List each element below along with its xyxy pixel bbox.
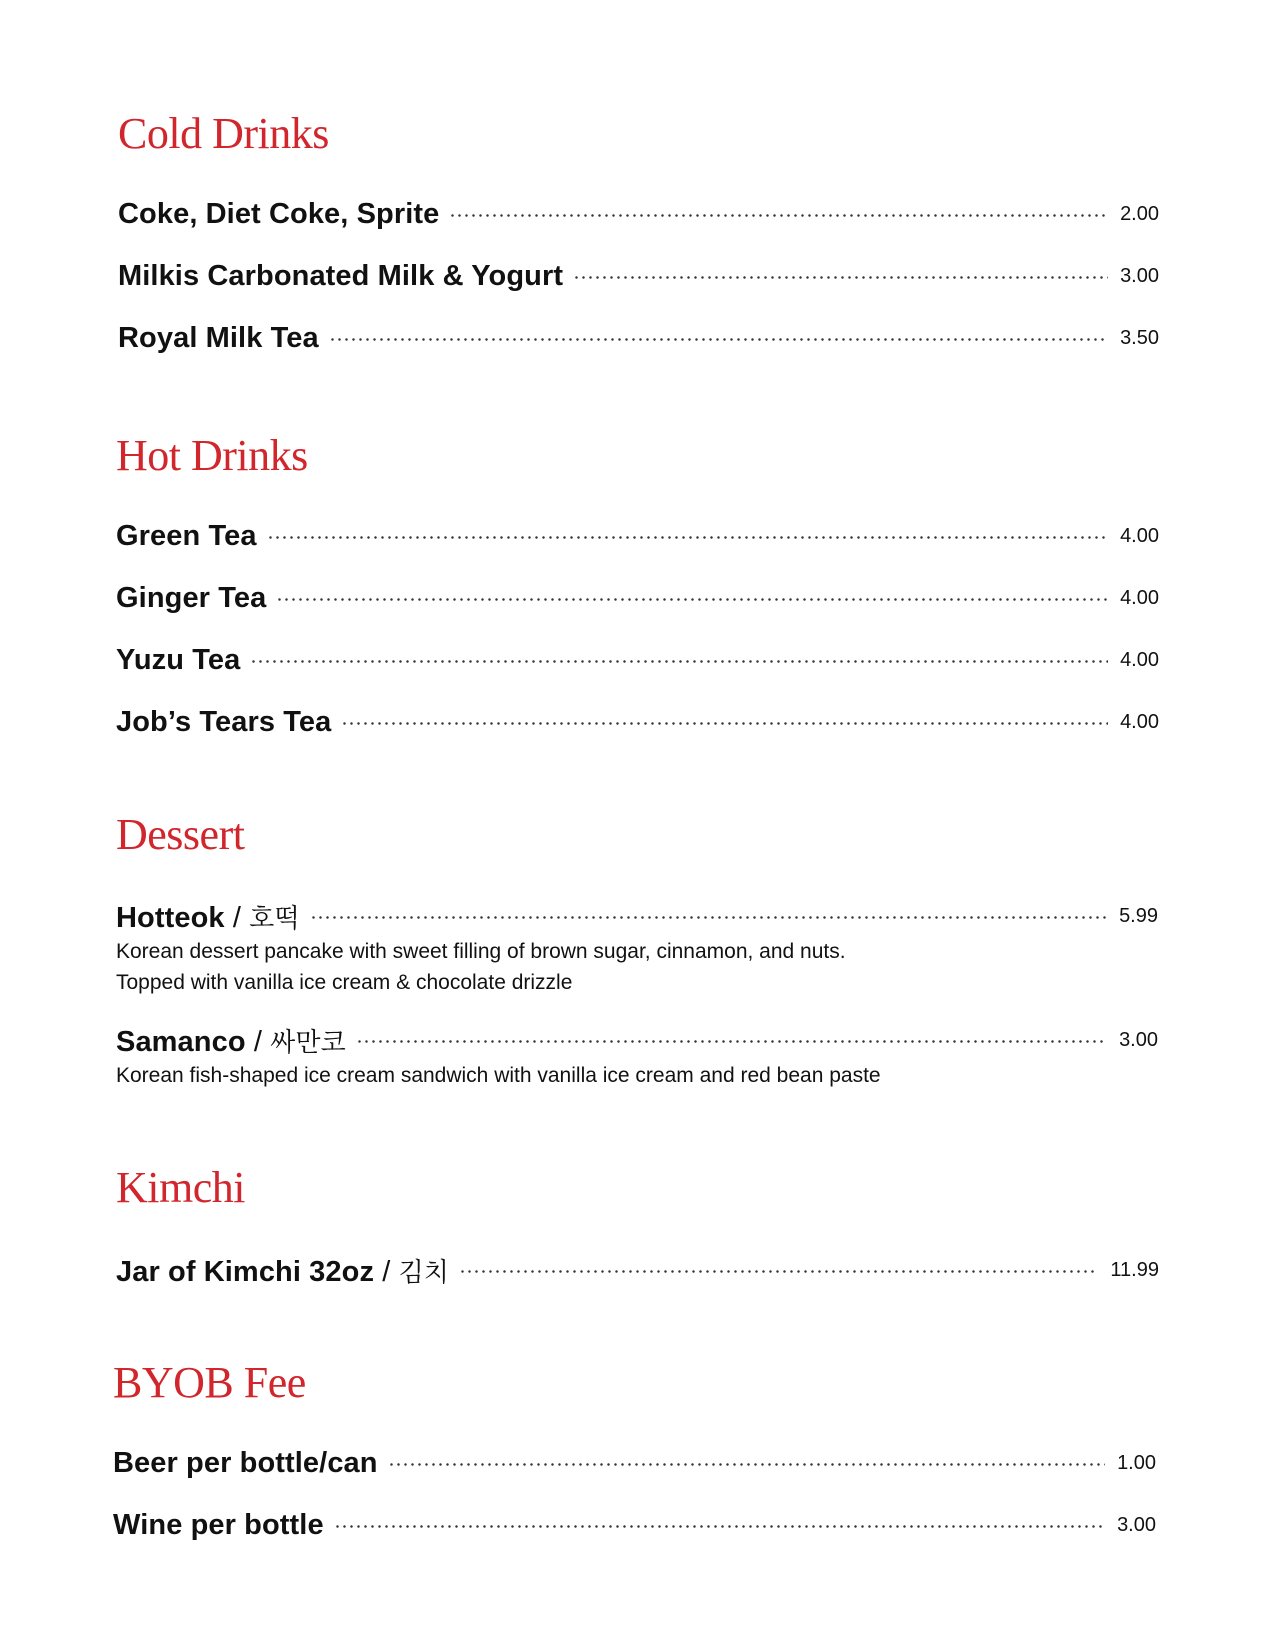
section-title: Dessert xyxy=(116,810,245,859)
item-price: 3.00 xyxy=(1120,264,1159,287)
item-price: 3.00 xyxy=(1117,1513,1156,1536)
menu-item xyxy=(116,640,1159,680)
item-description: Korean dessert pancake with sweet filling of brown sugar, cinnamon, and nuts. xyxy=(116,940,846,963)
item-price: 3.50 xyxy=(1120,326,1159,349)
item-name: Wine per bottle xyxy=(113,1508,324,1541)
item-price: 3.00 xyxy=(1119,1028,1158,1051)
section-title: Hot Drinks xyxy=(116,431,308,480)
item-name-korean: 호떡 xyxy=(249,903,300,934)
item-description: Korean fish-shaped ice cream sandwich with vanilla ice cream and red bean paste xyxy=(116,1064,881,1087)
item-name-korean: 싸만코 xyxy=(270,1027,346,1058)
menu-item xyxy=(116,516,1159,556)
item-name: Royal Milk Tea xyxy=(118,321,319,354)
item-price: 4.00 xyxy=(1120,710,1159,733)
dotted-leader xyxy=(449,214,1108,217)
item-price: 4.00 xyxy=(1120,524,1159,547)
menu-item xyxy=(118,256,1159,296)
menu-item xyxy=(116,1020,1158,1060)
dotted-leader xyxy=(267,536,1108,539)
item-description: Topped with vanilla ice cream & chocolate drizzle xyxy=(116,971,573,994)
item-name-english: Jar of Kimchi 32oz xyxy=(116,1255,375,1288)
dotted-leader xyxy=(573,276,1108,279)
name-separator: / xyxy=(382,1255,391,1288)
menu-item xyxy=(118,194,1159,234)
section-title: Kimchi xyxy=(116,1163,245,1212)
menu-item xyxy=(118,318,1159,358)
item-name xyxy=(116,1022,356,1059)
name-separator: / xyxy=(253,1025,262,1058)
menu-item xyxy=(116,1250,1159,1290)
item-name xyxy=(116,1252,459,1289)
item-price: 5.99 xyxy=(1119,904,1158,927)
item-name: Yuzu Tea xyxy=(116,643,241,676)
menu-item xyxy=(116,896,1158,936)
dotted-leader xyxy=(459,1270,1098,1273)
item-name-english: Samanco xyxy=(116,1025,246,1058)
menu-item xyxy=(113,1505,1156,1545)
item-name: Beer per bottle/can xyxy=(113,1446,378,1479)
dotted-leader xyxy=(341,722,1108,725)
item-price: 4.00 xyxy=(1120,586,1159,609)
dotted-leader xyxy=(334,1525,1105,1528)
menu-item xyxy=(113,1443,1156,1483)
dotted-leader xyxy=(329,338,1108,341)
menu-item xyxy=(116,702,1159,742)
section-title: Cold Drinks xyxy=(118,109,329,158)
item-price: 4.00 xyxy=(1120,648,1159,671)
dotted-leader xyxy=(250,660,1108,663)
section-title: BYOB Fee xyxy=(113,1358,306,1407)
item-name xyxy=(116,898,310,935)
item-name: Green Tea xyxy=(116,519,257,552)
item-name: Coke, Diet Coke, Sprite xyxy=(118,197,440,230)
menu-item xyxy=(116,578,1159,618)
item-price: 2.00 xyxy=(1120,202,1159,225)
dotted-leader xyxy=(276,598,1108,601)
dotted-leader xyxy=(310,916,1107,919)
item-price: 11.99 xyxy=(1110,1258,1159,1281)
item-name: Job’s Tears Tea xyxy=(116,705,332,738)
dotted-leader xyxy=(388,1463,1105,1466)
item-name-korean: 김치 xyxy=(398,1257,449,1288)
item-name: Milkis Carbonated Milk & Yogurt xyxy=(118,259,564,292)
dotted-leader xyxy=(356,1040,1107,1043)
item-name: Ginger Tea xyxy=(116,581,267,614)
item-name-english: Hotteok xyxy=(116,901,225,934)
name-separator: / xyxy=(232,901,241,934)
item-price: 1.00 xyxy=(1117,1451,1156,1474)
